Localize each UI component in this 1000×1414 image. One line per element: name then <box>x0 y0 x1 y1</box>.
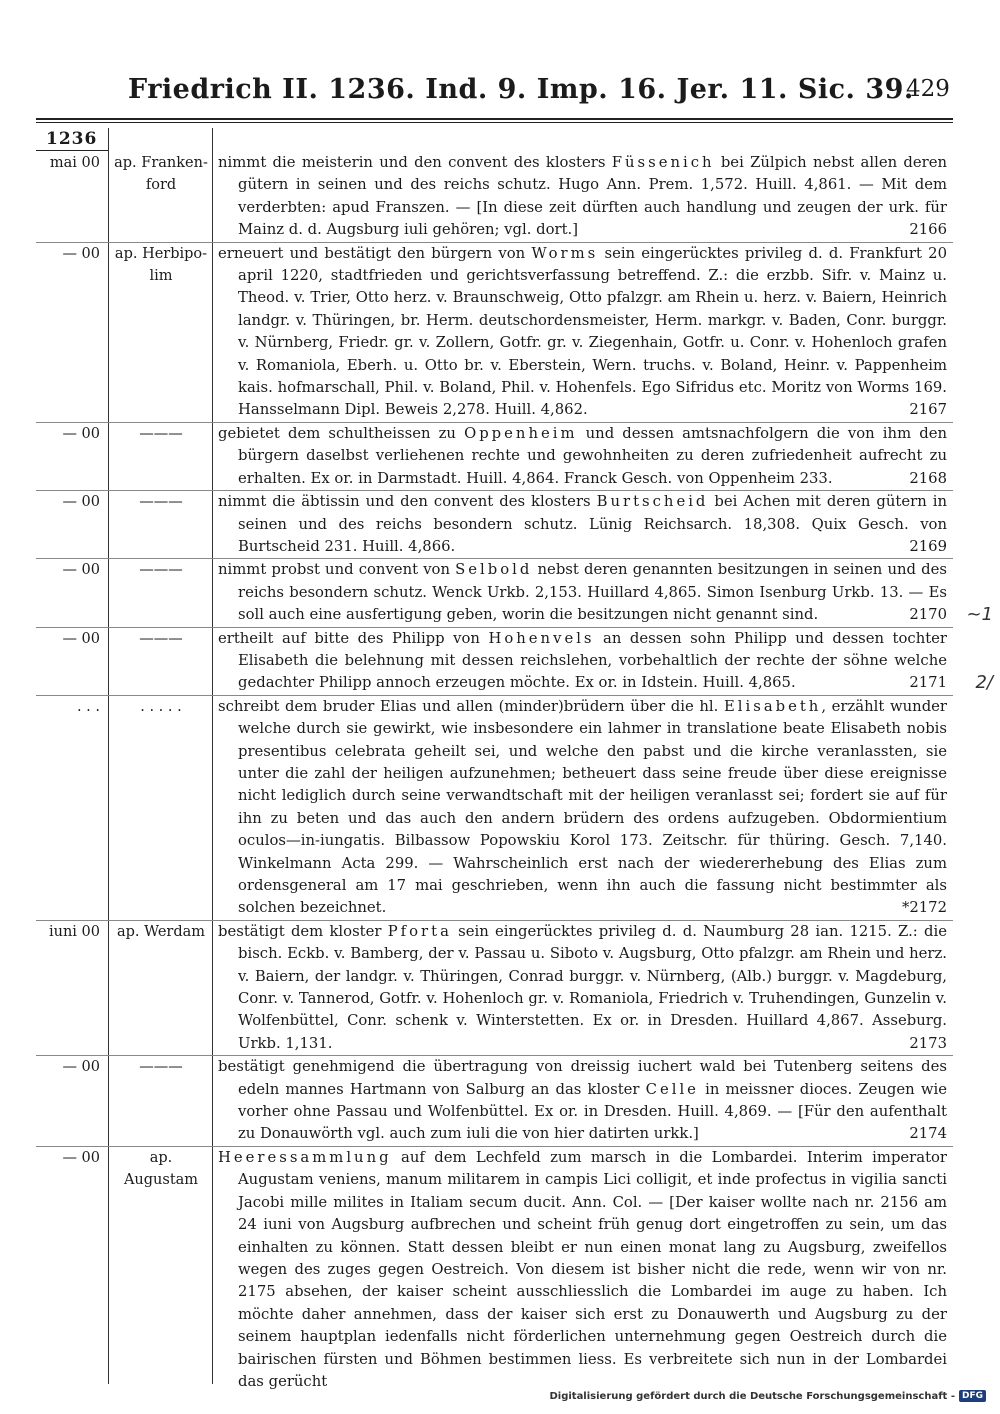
entry-regest-number: 2166 <box>909 221 947 239</box>
entry-text-lead: nimmt probst und convent von <box>218 561 456 579</box>
entry-regest-number: 2169 <box>909 537 947 555</box>
regest-entry <box>36 1147 953 1393</box>
entry-place: ——— <box>139 562 183 579</box>
entry-date: — 00 <box>62 630 100 647</box>
entry-text <box>210 921 953 1055</box>
entry-date: — 00 <box>62 245 100 262</box>
entry-place: ap. Werdam <box>116 923 206 940</box>
dfg-logo: DFG <box>959 1390 986 1402</box>
entry-date: mai 00 <box>49 155 100 171</box>
entry-date: . . . <box>76 698 100 715</box>
regest-entry <box>36 152 953 243</box>
page-header <box>0 74 1000 114</box>
entry-place: ap. Herbipo- lim <box>114 245 208 285</box>
entry-text <box>210 152 953 242</box>
entry-regest-number: 2173 <box>909 1034 947 1052</box>
entry-text-body: und dessen amtsnachfolgern die von ihm den bürgern daselbst verliehenen rechte und gewohnheiten zu deren zufriedenheit aufrecht zu erhalten. Ex or. in Darmstadt. Huill. 4,864. Franck Gesch. von Oppenheim 233. <box>238 424 947 487</box>
entry-text <box>210 1147 953 1393</box>
regest-entry <box>36 243 953 423</box>
entry-text-spaced-name: Celle <box>645 1080 699 1098</box>
entry-place: ——— <box>139 1059 183 1076</box>
header-rule-bottom <box>36 122 953 123</box>
header-rule-top <box>36 118 953 120</box>
entry-text-spaced-name: Elisabeth <box>723 697 822 715</box>
entry-regest-number: *2172 <box>901 899 947 917</box>
entry-text-body: nebst deren genannten besitzungen in seinen und des reichs besondern schutz. Wenck Urkb. 2,153. Huillard 4,865. Simon Isenburg Urkb. 13. — Es soll auch eine ausfertigung geben, worin die besitzungen nicht genannt sind. <box>238 561 947 624</box>
entry-text-lead: bestätigt genehmigend die übertragung von dreissig iuchert wald bei Tutenberg seitens des edeln mannes Hartmann von Salburg an das kloster <box>218 1058 947 1098</box>
regest-entry <box>36 1056 953 1147</box>
entry-text-body: bei Zülpich nebst allen deren gütern in seinen und des reichs schutz. Hugo Ann. Prem. 1,572. Huill. 4,861. — Mit dem verderbten: apud Franszen. — [In diese zeit dürften auch handlung und zeugen der urk. für Mainz d. d. Augsburg iuli gehören; vgl. dort.] <box>238 154 947 239</box>
entry-text-body: an dessen sohn Philipp und dessen tochter Elisabeth die belehnung mit dessen reichslehen, vorbehaltlich der rechte der söhne welche gedachter Philipp annoch erzeugen möchte. Ex or. in Idstein. Huill. 4,865. <box>238 629 948 692</box>
entry-text-spaced-name: Selbold <box>455 561 533 579</box>
entry-place: ap. Augustam <box>123 1149 199 1189</box>
entry-text-body: sein eingerücktes privileg d. d. Frankfurt 20 april 1220, stadtfrieden und gerichtsverfassung betreffend. Z.: die erzbb. Sifr. v. Mainz u. Theod. v. Trier, Otto herz. v. Braunschweig, Otto pfalzgr. am Rhein u. herz. v. Baiern, Heinrich landgr. v. Thüringen, br. Herm. deutschordensmeister, Herm. markgr. v. Baden, Conr. burggr. v. Nürnberg, Friedr. gr. v. Zollern, Gotfr. gr. v. Ziegenhain, Gotfr. u. Conr. v. Hohenloch grafen v. Romaniola, Eberh. u. Otto br. v. Eberstein, Wern. truchs. v. Boland, Heinr. v. Pappenheim kais. hofmarschall, Phil. v. Boland, Phil. v. Hohenfels. Ego Sifridus etc. Moritz von Worms 169. Hansselmann Dipl. Beweis 2,278. Huill. 4,862. <box>238 244 947 419</box>
entry-date: — 00 <box>62 1059 100 1076</box>
regest-entry <box>36 696 953 921</box>
entry-text <box>210 423 953 490</box>
entry-regest-number: 2171 <box>909 674 947 692</box>
entry-regest-number: 2170 <box>909 606 947 624</box>
entry-place: ——— <box>139 425 183 442</box>
entry-place: ——— <box>139 630 183 647</box>
entry-text-spaced-name: Oppenheim <box>464 424 578 442</box>
entry-place: . . . . . <box>140 698 182 715</box>
regest-entry <box>36 559 993 627</box>
year-rule <box>36 150 108 151</box>
entry-date: — 00 <box>62 494 100 511</box>
regest-entry <box>36 628 993 696</box>
entry-date: — 00 <box>62 1149 100 1166</box>
regest-entry <box>36 491 953 559</box>
entry-place: ——— <box>139 494 183 511</box>
entry-text-body: bei Achen mit deren gütern in seinen und des reichs besondern schutz. Lünig Reichsarch. 18,308. Quix Gesch. von Burtscheid 231. Huill. 4,866. <box>238 493 947 555</box>
entry-text-body: , erzählt wunder welche durch sie gewirkt, wie insbesondere ein lahmer in translatione beate Elisabeth nobis presentibus celebrata geheilt sei, und welche den pabst und die kirche veranlassten, sie unter die zahl der heiligen aufzunehmen; betheuert dass seine freude über diese ereignisse nicht lediglich durch seine verwandtschaft mit der heiligen veranlasst sei; fordert sie auf für ihn zu beten und das auch den andern brüdern des ordens aufzugeben. Obdormientium oculos—in-iungatis. Bilbassow Popowskiu Korol 173. Zeitschr. für thüring. Gesch. 7,140. Winkelmann Acta 299. — Wahrscheinlich erst nach der wiedererhebung des Elias zum ordensgeneral am 17 mai geschrieben, wenn ihn auch die fassung nicht bestimmter als solchen bezeichnet. <box>238 697 947 917</box>
footer-text: Digitalisierung gefördert durch die Deutsche Forschungsgemeinschaft - <box>549 1390 955 1402</box>
entry-date: iuni 00 <box>48 923 100 940</box>
entry-text-spaced-name: Füssenich <box>611 154 715 171</box>
entry-text-spaced-name: Heeressammlung <box>218 1148 392 1166</box>
entry-text-lead: gebietet dem schultheissen zu <box>218 424 465 442</box>
entry-text <box>210 243 953 422</box>
entry-text-body: auf dem Lechfeld zum marsch in die Lombardei. Interim imperator Augustam veniens, manum militarem in campis Lici colligit, et inde profectus in vigilia sancti Jacobi mille milites in Italiam secum ducit. Ann. Col. — [Der kaiser wollte nach nr. 2156 am 24 iuni von Augsburg aufbrechen und scheint früh genug dort eingetroffen zu sein, um das einhalten zu können. Statt dessen bleibt er nun einen monat lang zu Augsburg, zweifellos wegen des zuges gegen Oestreich. Von diesem ist bisher nicht die rede, wenn wir von nr. 2175 absehen, der kaiser scheint ausschliesslich die Lombardei im auge zu haben. Ich möchte daher annehmen, dass der kaiser sich erst zu Donauwerth und Augsburg zu der seinem hauptplan iedenfalls nicht förderlichen unternehmung gegen Oestreich durch die bairischen fürsten und Böhmen bestimmen liess. Es verbreitete sich nun in der Lombardei das gerücht <box>238 1148 947 1390</box>
handwritten-margin-note: ~1 <box>966 603 993 625</box>
entry-regest-number: 2167 <box>909 401 947 419</box>
entry-regest-number: 2168 <box>909 469 947 487</box>
entry-text-spaced-name: Worms <box>531 244 599 262</box>
running-title: Friedrich II. 1236. Ind. 9. Imp. 16. Jer. 11. Sic. 39. <box>128 74 914 105</box>
page-number: 429 <box>906 76 950 102</box>
entry-text <box>210 491 953 558</box>
entry-text <box>210 628 953 695</box>
entry-text-lead: nimmt die äbtissin und den convent des klosters <box>218 493 597 511</box>
regest-entry <box>36 423 953 491</box>
entry-date: — 00 <box>62 425 100 442</box>
entry-text-body: in meissner dioces. Zeugen wie vorher ohne Passau und Wolfenbüttel. Ex or. in Dresden. Huill. 4,869. — [Für den aufenthalt zu Donauwörth vgl. auch zum iuli die von hier datirten urkk.] <box>238 1080 947 1143</box>
entry-text-lead: nimmt die meisterin und den convent des klosters <box>218 154 612 171</box>
entry-text-lead: bestätigt dem kloster <box>218 922 388 940</box>
entry-text <box>210 1056 953 1146</box>
entry-place: ap. Franken- ford <box>114 155 208 194</box>
entry-text-lead: erneuert und bestätigt den bürgern von <box>218 244 532 262</box>
entry-text <box>210 696 953 920</box>
entry-text-lead: schreibt dem bruder Elias und allen (minder)brüdern über die hl. <box>218 697 724 715</box>
year-label: 1236 <box>46 129 98 149</box>
entry-text-body: sein eingerücktes privileg d. d. Naumburg 28 ian. 1215. Z.: die bisch. Eckb. v. Bamberg, der v. Passau u. Siboto v. Augsburg, Otto pfalzgr. am Rhein und herz. v. Baiern, der landgr. v. Thüringen, Conrad burggr. v. Nürnberg, (Alb.) burggr. v. Magdeburg, Conr. v. Tannerod, Gotfr. v. Hohenloch gr. v. Romaniola, Friedrich v. Truhendingen, Gunzelin v. Wolfenbüttel, Conr. schenk v. Winterstetten. Ex or. in Dresden. Huillard 4,867. Asseburg. Urkb. 1,131. <box>238 922 947 1052</box>
entry-regest-number: 2174 <box>909 1125 947 1143</box>
footer <box>549 1390 986 1402</box>
entry-date: — 00 <box>62 562 100 579</box>
regest-entry <box>36 921 953 1056</box>
entry-text-lead: ertheilt auf bitte des Philipp von <box>218 629 489 647</box>
entry-text-spaced-name: Burtscheid <box>596 493 709 511</box>
entry-text-spaced-name: Hohenvels <box>488 629 595 647</box>
entry-text <box>210 559 953 626</box>
regesta-list <box>36 152 993 1393</box>
handwritten-margin-note: 2/ <box>975 671 993 693</box>
entry-text-spaced-name: Pforta <box>387 922 452 940</box>
